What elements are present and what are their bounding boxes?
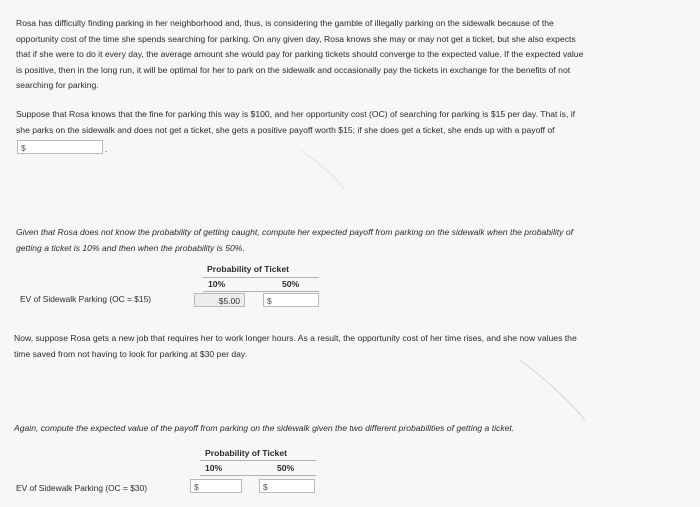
- table2-header-rule: [200, 460, 316, 461]
- table1-col-50: 50%: [282, 279, 300, 289]
- table2-ev-10-input[interactable]: [190, 479, 242, 493]
- probability-question-text: Given that Rosa does not know the probability of getting caught, compute her expected payoff from parking on the sidewalk when the probability of getting a ticket is 10% and then when the probability is 50%.: [16, 227, 574, 253]
- table1-ev-50-input[interactable]: [263, 293, 319, 307]
- dollar-sign: $: [21, 143, 26, 153]
- new-job-paragraph: Now, suppose Rosa gets a new job that requires her to work longer hours. As a result, the opportunity cost of her time rises, and she now values the time saved from not having to look for parking at $30 per day.: [14, 333, 577, 359]
- table1-row-label: EV of Sidewalk Parking (OC = $15): [20, 294, 152, 304]
- dollar-sign: $: [194, 482, 199, 492]
- table2-col-rule: [200, 475, 316, 476]
- again-question-text: Again, compute the expected value of the payoff from parking on the sidewalk given the two different probabilities of getting a ticket.: [14, 423, 515, 433]
- ticket-payoff-input[interactable]: [17, 140, 103, 154]
- table1-col-rule: [203, 291, 319, 292]
- table2-header: Probability of Ticket: [205, 448, 287, 458]
- table2-ev-50-input[interactable]: [259, 479, 315, 493]
- intro-paragraph: Rosa has difficulty finding parking in her neighborhood and, thus, is considering the gamble of illegally parking on the sidewalk because of the opportunity cost of the time she spends searching for parking. On any given day, Rosa knows she may or may not get a ticket, but she also expects that if she were to do it every day, the average amount she would pay for parking tickets should converge to the expected value. If the expected value is positive, then in the long run, it will be optimal for her to park on the sidewalk and occasionally pay the tickets in exchange for the benefits of not searching for parking.: [16, 18, 584, 90]
- fine-question-text: Suppose that Rosa knows that the fine for parking this way is $100, and her opportunity cost (OC) of searching for parking is $15 per day. That is, if she parks on the sidewalk and does not get a ticket, she gets a positive payoff worth $15; if she does get a ticket, she ends up with a payoff of: [16, 109, 576, 135]
- dollar-sign: $: [263, 482, 268, 492]
- table1-header: Probability of Ticket: [207, 264, 289, 274]
- table2-col-10: 10%: [205, 463, 223, 473]
- dollar-sign: $: [267, 296, 272, 306]
- table2-row-label: EV of Sidewalk Parking (OC = $30): [16, 483, 148, 493]
- table1-ev-10-input[interactable]: [194, 293, 245, 307]
- table1-header-rule: [203, 277, 319, 278]
- table2-col-50: 50%: [277, 463, 295, 473]
- table1-col-10: 10%: [208, 279, 226, 289]
- period-mark: .: [105, 145, 108, 154]
- table1-ev-10-value: $5.00: [218, 296, 240, 306]
